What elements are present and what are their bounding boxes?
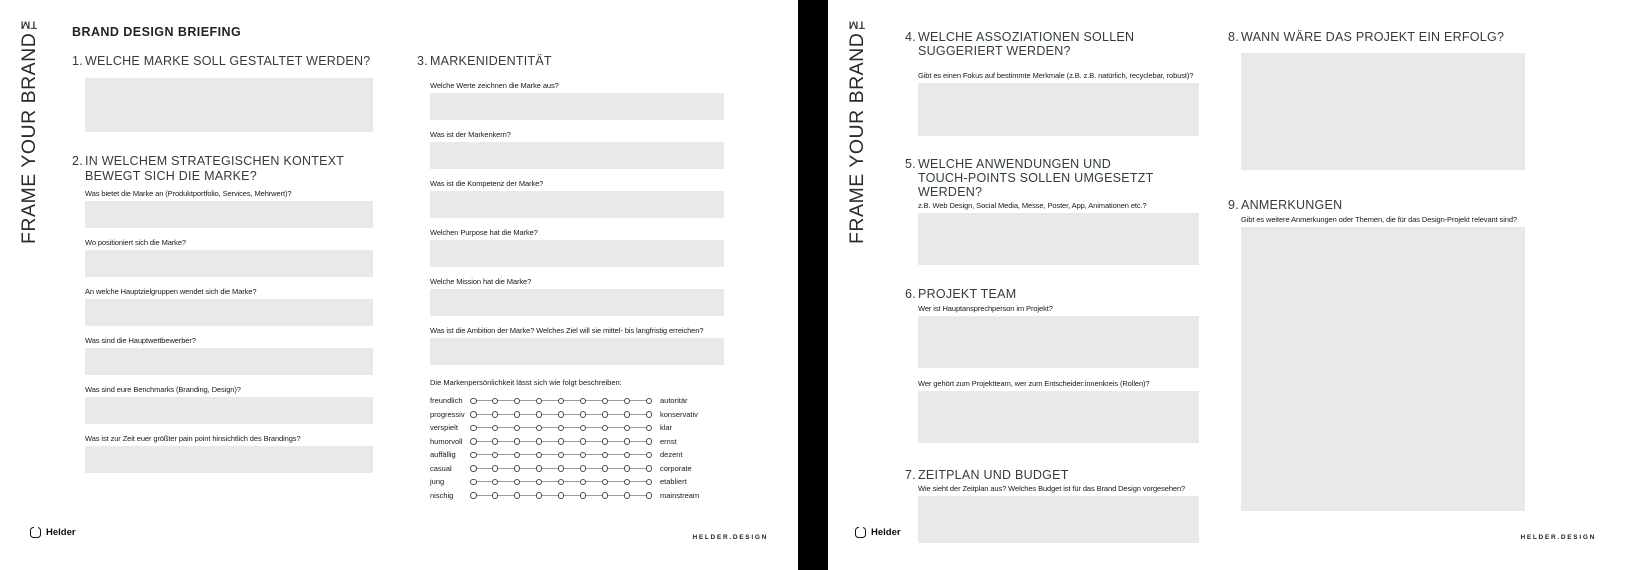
question-title: WANN WÄRE DAS PROJEKT EIN ERFOLG? <box>1241 30 1505 44</box>
scale-label-right: autoritär <box>660 396 688 406</box>
helder-logo-icon <box>30 527 41 538</box>
scale-label-right: mainstream <box>660 490 700 500</box>
scale-option[interactable] <box>514 438 521 445</box>
scale-label-left: jung <box>430 477 445 487</box>
scale-option[interactable] <box>580 425 587 432</box>
question-heading <box>905 468 1215 482</box>
answer-box[interactable] <box>918 316 1199 368</box>
form-field <box>85 336 373 375</box>
scale-option[interactable] <box>624 425 631 432</box>
question-heading <box>72 154 373 183</box>
helder-logo-icon <box>855 527 866 538</box>
field-label: Was sind eure Benchmarks (Branding, Design)? <box>85 384 241 394</box>
scale-option[interactable] <box>602 438 609 445</box>
section-q2 <box>72 154 373 473</box>
page-footer-brand <box>30 527 76 538</box>
question-heading <box>1228 198 1538 212</box>
question-title: ZEITPLAN UND BUDGET <box>918 467 1069 482</box>
scale-option[interactable] <box>536 492 543 499</box>
scale-label-left: verspielt <box>430 423 458 433</box>
field-label: Welche Werte zeichnen die Marke aus? <box>430 81 559 91</box>
column-right-1 <box>905 30 1215 543</box>
answer-box[interactable] <box>85 299 373 326</box>
footer-domain-label: HELDER.DESIGN <box>692 534 768 541</box>
form-field <box>430 130 724 169</box>
question-number: 3. <box>417 54 428 68</box>
scale-row <box>430 477 724 486</box>
scale-track <box>470 491 652 499</box>
scale-option[interactable] <box>536 438 543 445</box>
scale-label-right: konservativ <box>660 409 698 419</box>
answer-box-q8[interactable] <box>1241 53 1525 170</box>
answer-box[interactable] <box>430 93 724 120</box>
question-body <box>918 304 1199 443</box>
page-footer-brand <box>855 527 901 538</box>
scale-track <box>470 451 652 459</box>
field-label: Gibt es einen Fokus auf bestimmte Merkmale (z.B. z.B. natürlich, recyclebar, robust)? <box>918 70 1194 80</box>
personality-scales <box>430 396 724 500</box>
scale-row <box>430 396 724 405</box>
scale-track <box>470 478 652 486</box>
scale-option[interactable] <box>492 465 499 472</box>
scale-option[interactable] <box>558 452 565 459</box>
form-field <box>430 326 724 365</box>
question-body <box>430 81 724 500</box>
scale-option[interactable] <box>580 452 587 459</box>
scale-option[interactable] <box>492 492 499 499</box>
scale-option[interactable] <box>470 425 477 432</box>
scale-track <box>470 410 652 418</box>
vertical-brand-title: FRAME YOUR BRAND™ <box>18 10 40 244</box>
scale-option[interactable] <box>514 492 521 499</box>
scale-option[interactable] <box>470 479 477 486</box>
field-label: Wer ist Hauptansprechperson im Projekt? <box>918 303 1053 313</box>
field-label: Wo positioniert sich die Marke? <box>85 237 186 247</box>
question-heading <box>72 54 373 68</box>
form-field <box>430 179 724 218</box>
scale-label-right: dezent <box>660 450 683 460</box>
page-right <box>828 0 1626 570</box>
answer-box[interactable] <box>918 391 1199 443</box>
form-field <box>430 277 724 316</box>
form-field <box>85 287 373 326</box>
scale-option[interactable] <box>624 452 631 459</box>
scale-option[interactable] <box>602 411 609 418</box>
form-field <box>918 71 1199 136</box>
question-body <box>85 78 373 132</box>
scale-label-left: progressiv <box>430 409 465 419</box>
scale-row <box>430 423 724 432</box>
scale-option[interactable] <box>470 438 477 445</box>
field-label: Wie sieht der Zeitplan aus? Welches Budget ist für das Brand Design vorgesehen? <box>918 483 1186 493</box>
field-label: Welche Mission hat die Marke? <box>430 277 532 287</box>
scale-option[interactable] <box>470 452 477 459</box>
scale-label-left: auffällig <box>430 450 456 460</box>
question-body <box>1241 215 1525 511</box>
answer-box[interactable] <box>85 397 373 424</box>
scale-option[interactable] <box>580 492 587 499</box>
scale-row <box>430 491 724 500</box>
footer-brand-label: Helder <box>871 527 901 538</box>
scale-option[interactable] <box>558 398 565 405</box>
scale-option[interactable] <box>470 465 477 472</box>
form-field <box>918 484 1199 543</box>
form-field <box>85 189 373 228</box>
scale-option[interactable] <box>558 411 565 418</box>
field-label: Welchen Purpose hat die Marke? <box>430 228 538 238</box>
scale-option[interactable] <box>514 411 521 418</box>
scale-row <box>430 450 724 459</box>
scale-label-right: etabliert <box>660 477 687 487</box>
form-field <box>85 238 373 277</box>
field-label: Was ist zur Zeit euer größter pain point hinsichtlich des Brandings? <box>85 433 301 443</box>
scale-option[interactable] <box>492 479 499 486</box>
scale-option[interactable] <box>646 411 653 418</box>
scale-option[interactable] <box>536 411 543 418</box>
answer-box[interactable] <box>918 83 1199 136</box>
field-label: Was ist die Kompetenz der Marke? <box>430 179 544 189</box>
answer-box[interactable] <box>85 250 373 277</box>
scale-option[interactable] <box>624 479 631 486</box>
scale-option[interactable] <box>514 398 521 405</box>
section-q5 <box>905 157 1215 266</box>
question-number: 8. <box>1228 30 1239 44</box>
section-q3 <box>417 54 722 500</box>
form-field <box>85 434 373 473</box>
scale-option[interactable] <box>580 398 587 405</box>
footer-domain-label: HELDER.DESIGN <box>1520 534 1596 541</box>
scale-option[interactable] <box>580 465 587 472</box>
question-number: 1. <box>72 54 83 68</box>
scale-label-right: corporate <box>660 463 692 473</box>
scale-option[interactable] <box>558 438 565 445</box>
question-heading <box>905 157 1215 200</box>
scale-option[interactable] <box>580 479 587 486</box>
question-heading <box>905 287 1215 301</box>
question-title: ANMERKUNGEN <box>1241 198 1343 213</box>
scale-label-right: ernst <box>660 436 677 446</box>
vertical-brand-title: FRAME YOUR BRAND™ <box>846 10 868 244</box>
scale-option[interactable] <box>624 398 631 405</box>
scale-label-left: freundlich <box>430 396 463 406</box>
question-number: 5. <box>905 156 916 171</box>
field-label: An welche Hauptzielgruppen wendet sich die Marke? <box>85 286 257 296</box>
scale-track <box>470 424 652 432</box>
scale-option[interactable] <box>492 411 499 418</box>
section-q8 <box>1228 30 1538 170</box>
question-title: IN WELCHEM STRATEGISCHEN KONTEXT BEWEGT SICH DIE MARKE? <box>85 154 344 183</box>
scale-option[interactable] <box>624 465 631 472</box>
scale-row <box>430 410 724 419</box>
scale-option[interactable] <box>580 438 587 445</box>
scale-option[interactable] <box>558 425 565 432</box>
scale-option[interactable] <box>514 465 521 472</box>
scale-option[interactable] <box>536 398 543 405</box>
question-heading <box>905 30 1215 59</box>
question-number: 4. <box>905 30 916 44</box>
question-body <box>918 71 1199 136</box>
scale-row <box>430 464 724 473</box>
scale-option[interactable] <box>558 465 565 472</box>
answer-box[interactable] <box>1241 227 1525 511</box>
question-body <box>1241 53 1525 170</box>
answer-box[interactable] <box>85 348 373 375</box>
question-heading <box>1228 30 1538 44</box>
scale-track <box>470 397 652 405</box>
answer-box[interactable] <box>85 201 373 228</box>
scale-option[interactable] <box>492 452 499 459</box>
question-number: 6. <box>905 287 916 302</box>
scale-option[interactable] <box>470 398 477 405</box>
form-field <box>430 81 724 120</box>
question-title: WELCHE MARKE SOLL GESTALTET WERDEN? <box>85 54 371 68</box>
answer-box[interactable] <box>85 446 373 473</box>
scale-label-left: nischig <box>430 490 454 500</box>
scale-option[interactable] <box>580 411 587 418</box>
scale-track <box>470 464 652 472</box>
answer-box[interactable] <box>430 191 724 218</box>
answer-box[interactable] <box>430 240 724 267</box>
question-number: 2. <box>72 154 83 169</box>
question-body <box>918 201 1199 265</box>
question-body <box>918 484 1199 543</box>
question-title: WELCHE ANWENDUNGEN UND TOUCH-POINTS SOLLEN UMGESETZT WERDEN? <box>918 156 1154 199</box>
scale-option[interactable] <box>646 398 653 405</box>
page-title: BRAND DESIGN BRIEFING <box>72 25 242 39</box>
scale-option[interactable] <box>470 492 477 499</box>
field-label: Wer gehört zum Projektteam, wer zum Entscheider:innenkreis (Rollen)? <box>918 378 1150 388</box>
form-field <box>918 201 1199 265</box>
scale-option[interactable] <box>646 479 653 486</box>
answer-box[interactable] <box>918 496 1199 543</box>
scale-option[interactable] <box>536 425 543 432</box>
answer-box[interactable] <box>918 213 1199 265</box>
scale-option[interactable] <box>602 452 609 459</box>
question-title: MARKENIDENTITÄT <box>430 54 552 68</box>
scale-option[interactable] <box>558 492 565 499</box>
field-label: Was bietet die Marke an (Produktportfolio, Services, Mehrwert)? <box>85 188 292 198</box>
column-left-1 <box>72 54 373 483</box>
question-heading <box>417 54 722 68</box>
scale-option[interactable] <box>646 425 653 432</box>
question-body <box>85 189 373 473</box>
scale-label-left: humorvoll <box>430 436 463 446</box>
scale-option[interactable] <box>514 479 521 486</box>
field-label: Was ist der Markenkern? <box>430 130 511 140</box>
scale-label-left: casual <box>430 463 452 473</box>
scale-option[interactable] <box>536 479 543 486</box>
page-divider <box>798 0 828 570</box>
scale-option[interactable] <box>536 465 543 472</box>
field-label: Was sind die Hauptwettbewerber? <box>85 335 196 345</box>
scale-option[interactable] <box>492 425 499 432</box>
scale-option[interactable] <box>624 411 631 418</box>
scale-option[interactable] <box>492 438 499 445</box>
scale-option[interactable] <box>646 438 653 445</box>
scale-option[interactable] <box>646 492 653 499</box>
column-right-2 <box>1228 30 1538 511</box>
form-field <box>918 304 1199 368</box>
answer-box[interactable] <box>430 289 724 316</box>
question-title: WELCHE ASSOZIATIONEN SOLLEN SUGGERIERT WERDEN? <box>918 30 1135 59</box>
scale-option[interactable] <box>470 411 477 418</box>
form-field <box>918 379 1199 443</box>
footer-brand-label: Helder <box>46 527 76 538</box>
scale-label-right: klar <box>660 423 673 433</box>
form-field <box>85 385 373 424</box>
section-q6 <box>905 287 1215 442</box>
field-label: Gibt es weitere Anmerkungen oder Themen, die für das Design-Projekt relevant sind? <box>1241 214 1517 224</box>
answer-box[interactable] <box>430 142 724 169</box>
scale-option[interactable] <box>602 465 609 472</box>
column-left-2 <box>417 54 722 504</box>
scale-option[interactable] <box>536 452 543 459</box>
page-left <box>0 0 798 570</box>
scale-option[interactable] <box>624 492 631 499</box>
field-label: Was ist die Ambition der Marke? Welches Ziel will sie mittel- bis langfristig erreichen? <box>430 326 704 336</box>
scale-option[interactable] <box>514 452 521 459</box>
scale-option[interactable] <box>624 438 631 445</box>
form-field <box>1241 215 1525 511</box>
question-number: 7. <box>905 467 916 482</box>
scale-option[interactable] <box>602 492 609 499</box>
scale-track <box>470 437 652 445</box>
answer-box-q1[interactable] <box>85 78 373 132</box>
scale-option[interactable] <box>514 425 521 432</box>
section-q9 <box>1228 198 1538 510</box>
scale-row <box>430 437 724 446</box>
personality-intro: Die Markenpersönlichkeit lässt sich wie folgt beschreiben: <box>430 378 622 388</box>
section-q1 <box>72 54 373 132</box>
scale-option[interactable] <box>602 425 609 432</box>
scale-option[interactable] <box>492 398 499 405</box>
scale-option[interactable] <box>646 452 653 459</box>
question-title: PROJEKT TEAM <box>918 287 1017 302</box>
scale-option[interactable] <box>602 398 609 405</box>
scale-option[interactable] <box>646 465 653 472</box>
scale-option[interactable] <box>602 479 609 486</box>
field-label: z.B. Web Design, Social Media, Messe, Poster, App, Animationen etc.? <box>918 201 1147 211</box>
scale-option[interactable] <box>558 479 565 486</box>
answer-box[interactable] <box>430 338 724 365</box>
question-number: 9. <box>1228 198 1239 213</box>
section-q7 <box>905 468 1215 543</box>
form-field <box>430 228 724 267</box>
section-q4 <box>905 30 1215 136</box>
